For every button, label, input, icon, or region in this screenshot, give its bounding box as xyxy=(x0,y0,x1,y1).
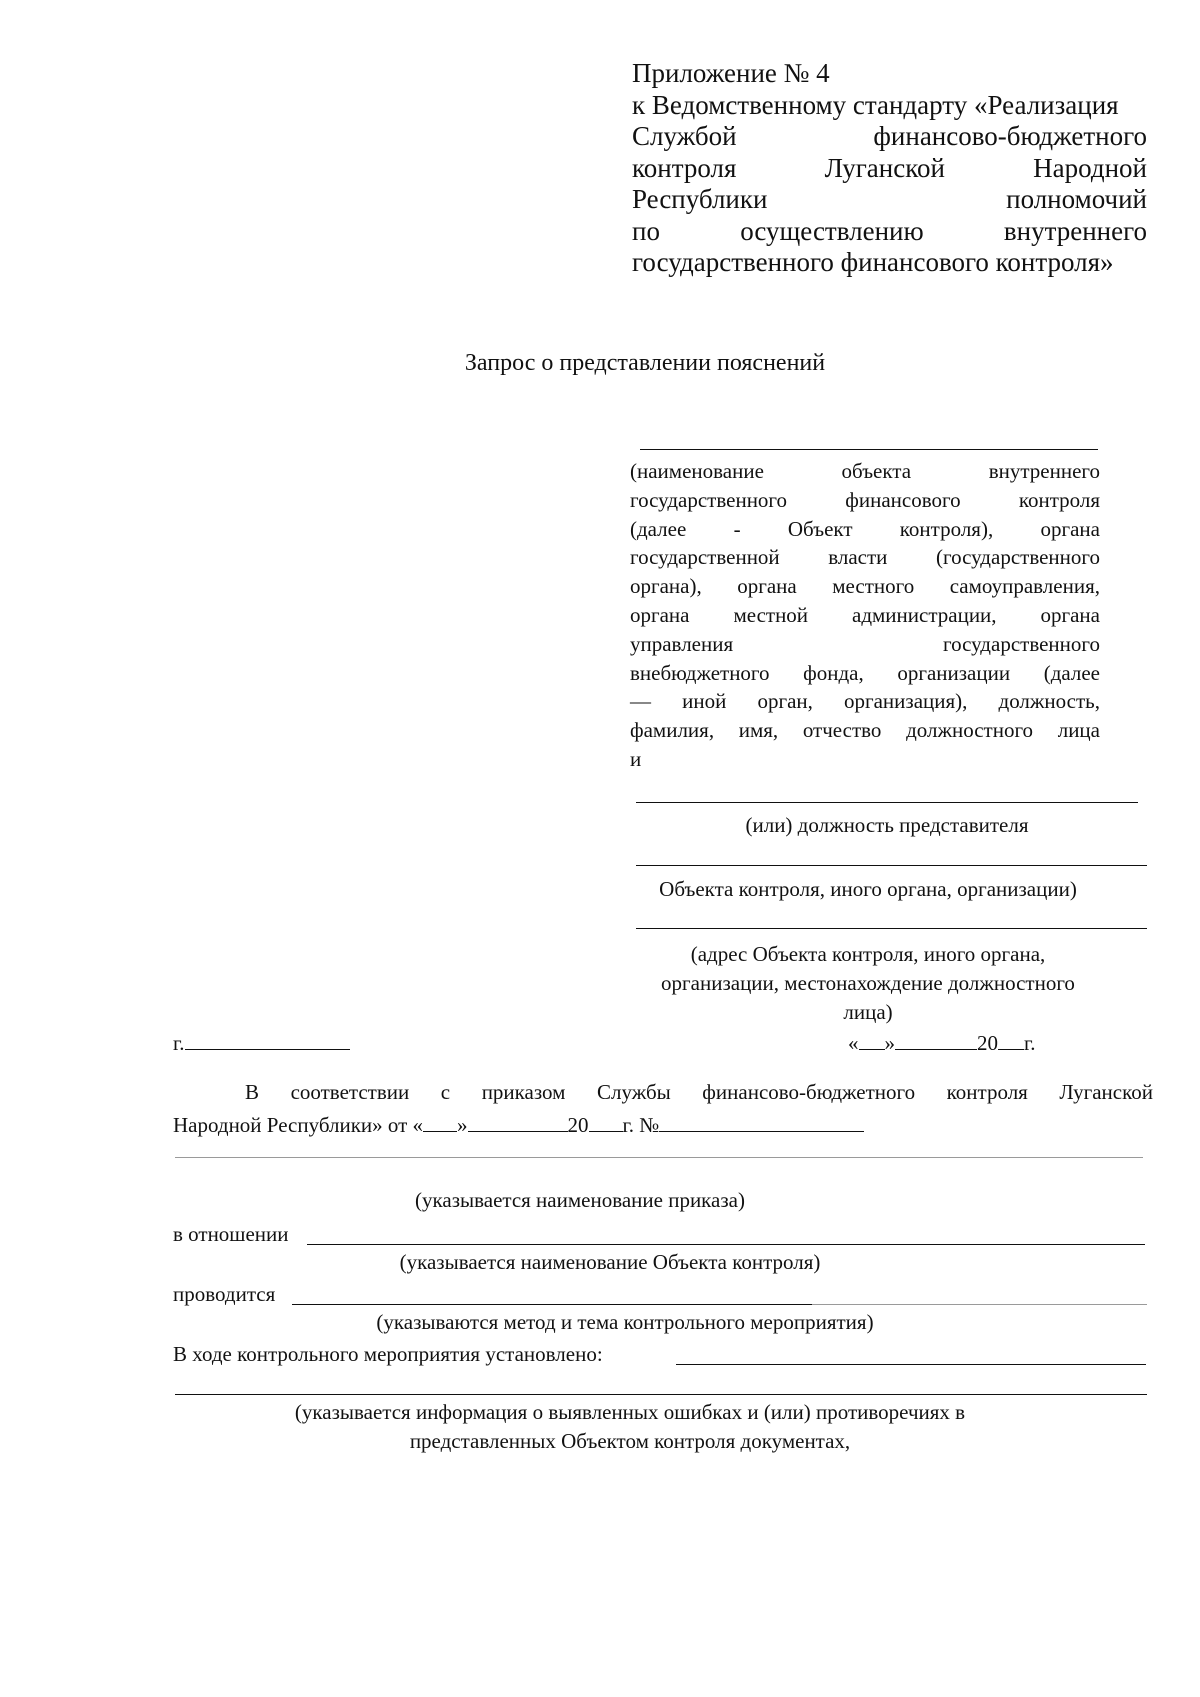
object-name-field[interactable] xyxy=(307,1244,1145,1245)
method-caption: (указываются метод и тема контрольного мероприятия) xyxy=(376,1310,874,1334)
date-row: « » 20 г. xyxy=(848,1027,1078,1056)
appendix-line: к Ведомственному стандарту «Реализация xyxy=(632,89,1119,120)
month-field[interactable] xyxy=(895,1027,977,1050)
organization-caption: Объекта контроля, иного органа, организации) xyxy=(659,877,1077,901)
order-name-field[interactable] xyxy=(175,1157,1143,1158)
address-field[interactable] xyxy=(636,928,1147,929)
order-day-field[interactable] xyxy=(423,1109,457,1132)
conducted-label: проводится xyxy=(173,1282,276,1306)
appendix-header xyxy=(632,58,1147,279)
representative-caption: (или) должность представителя xyxy=(745,813,1029,837)
appendix-line: Республики полномочий xyxy=(632,184,1147,214)
order-year-field[interactable] xyxy=(589,1109,623,1132)
established-field-line2[interactable] xyxy=(175,1394,1147,1395)
appendix-line: государственного финансового контроля» xyxy=(632,247,1114,277)
info-caption: (указывается информация о выявленных ошибках и (или) противоречиях в представленных Объектом контроля документах, xyxy=(294,1400,966,1453)
object-name-caption: (указывается наименование Объекта контроля) xyxy=(399,1250,821,1274)
appendix-line: контроля Луганской Народной xyxy=(632,152,1147,183)
appendix-line: Службой финансово-бюджетного xyxy=(632,121,1147,151)
regarding-label: в отношении xyxy=(173,1222,289,1246)
established-label: В ходе контрольного мероприятия установлено: xyxy=(173,1342,603,1366)
established-field[interactable] xyxy=(676,1364,1146,1365)
city-row: г. xyxy=(173,1027,373,1056)
order-name-caption: (указывается наименование приказа) xyxy=(415,1188,745,1212)
method-field[interactable] xyxy=(292,1304,812,1305)
addressee-name-field[interactable] xyxy=(640,449,1098,450)
address-caption: (адрес Объекта контроля, иного органа, организации, местонахождение должностного лица) xyxy=(661,942,1075,1024)
order-paragraph: В соответствии с приказом Службы финансово-бюджетного контроля Луганской Народной Республики» от « » 20 г. № xyxy=(173,1080,1153,1137)
city-field[interactable] xyxy=(185,1027,350,1050)
appendix-number: Приложение № 4 xyxy=(632,58,830,88)
day-field[interactable] xyxy=(859,1027,885,1050)
organization-field[interactable] xyxy=(636,865,1147,866)
order-month-field[interactable] xyxy=(468,1109,568,1132)
addressee-caption: (наименование объекта внутреннего государственного финансового контроля (далее - Объект контроля), органа государственной власти (государственного органа), органа местного самоуправления, органа местной администрации, органа управления государственного внебюджетного фонда, организации (далее — иной орган, организация), должность, фамилия, имя, отчество должностного лица и xyxy=(630,459,1100,771)
order-number-field[interactable] xyxy=(659,1109,864,1132)
method-field-continuation[interactable] xyxy=(812,1304,1147,1305)
representative-field[interactable] xyxy=(636,802,1138,803)
appendix-line: по осуществлению внутреннего xyxy=(632,215,1147,246)
year-field[interactable] xyxy=(998,1027,1024,1050)
page-title: Запрос о представлении пояснений xyxy=(464,350,826,376)
